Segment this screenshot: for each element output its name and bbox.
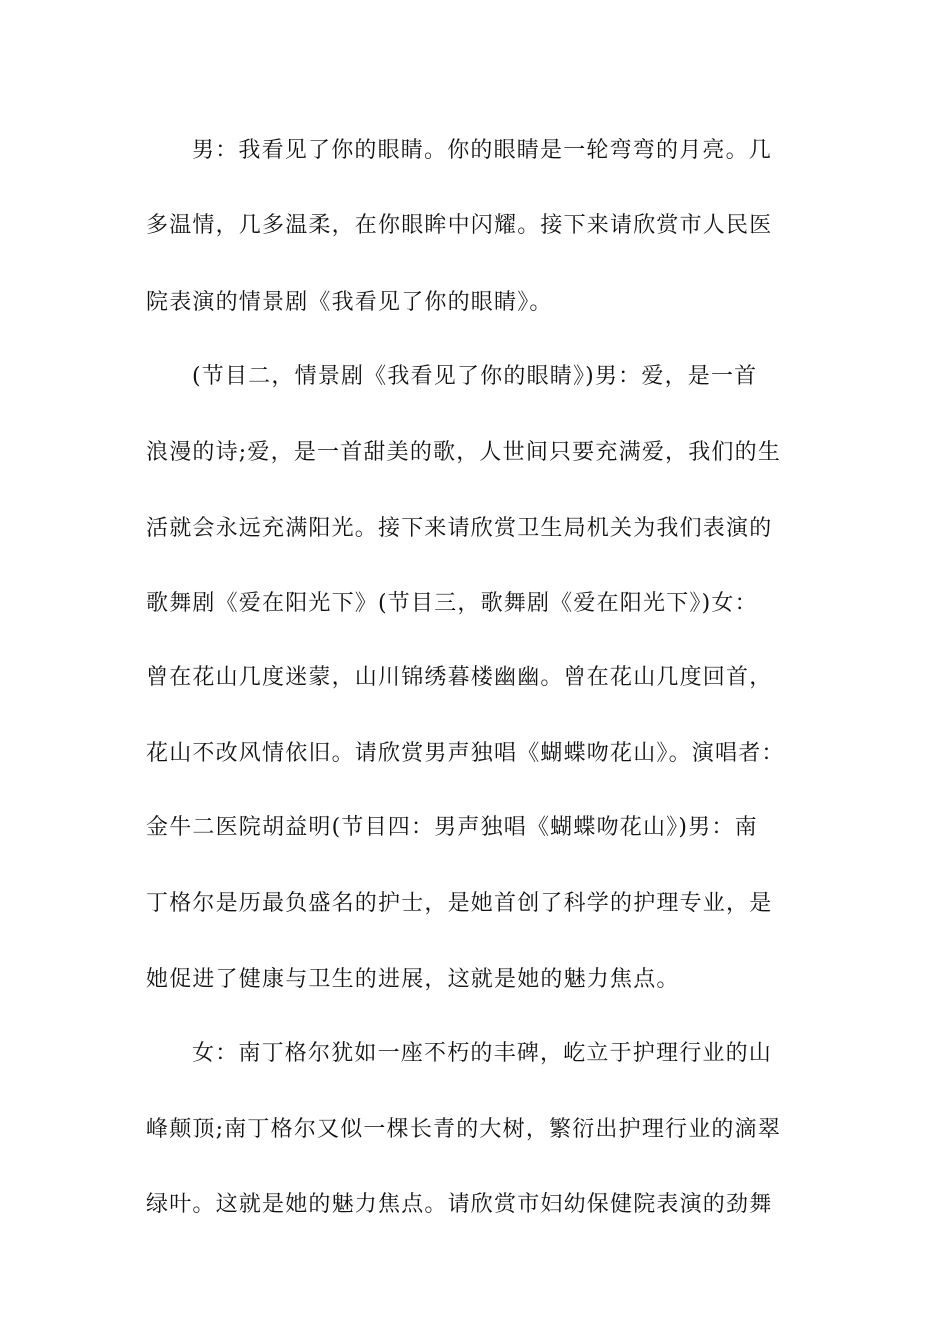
text-line: 绿叶。这就是她的魅力焦点。请欣赏市妇幼保健院表演的劲舞	[146, 1192, 773, 1217]
text-line: 她促进了健康与卫生的进展，这就是她的魅力焦点。	[146, 967, 680, 992]
text-line: 歌舞剧《爱在阳光下》(节目三，歌舞剧《爱在阳光下》)女：	[146, 591, 758, 616]
text-line: 花山不改风情依旧。请欣赏男声独唱《蝴蝶吻花山》。演唱者：	[146, 741, 785, 766]
text-line: (节目二，情景剧《我看见了你的眼睛》)男：爱，是一首	[192, 364, 758, 389]
text-line: 丁格尔是历最负盛名的护士，是她首创了科学的护理专业，是	[146, 891, 773, 916]
text-line: 金牛二医院胡益明(节目四：男声独唱《蝴蝶吻花山》)男：南	[146, 815, 758, 840]
text-line: 浪漫的诗;爱，是一首甜美的歌，人世间只要充满爱，我们的生	[146, 440, 782, 465]
text-line: 活就会永远充满阳光。接下来请欣赏卫生局机关为我们表演的	[146, 516, 773, 541]
text-line: 男：我看见了你的眼睛。你的眼睛是一轮弯弯的月亮。几	[192, 138, 773, 163]
text-line: 多温情，几多温柔，在你眼眸中闪耀。接下来请欣赏市人民医	[146, 213, 773, 238]
text-line: 女：南丁格尔犹如一座不朽的丰碑，屹立于护理行业的山	[192, 1041, 773, 1066]
text-line: 院表演的情景剧《我看见了你的眼睛》。	[146, 290, 553, 315]
text-line: 曾在花山几度迷蒙，山川锦绣暮楼幽幽。曾在花山几度回首，	[146, 665, 773, 690]
text-line: 峰颠顶;南丁格尔又似一棵长青的大树，繁衍出护理行业的滴翠	[146, 1117, 782, 1142]
